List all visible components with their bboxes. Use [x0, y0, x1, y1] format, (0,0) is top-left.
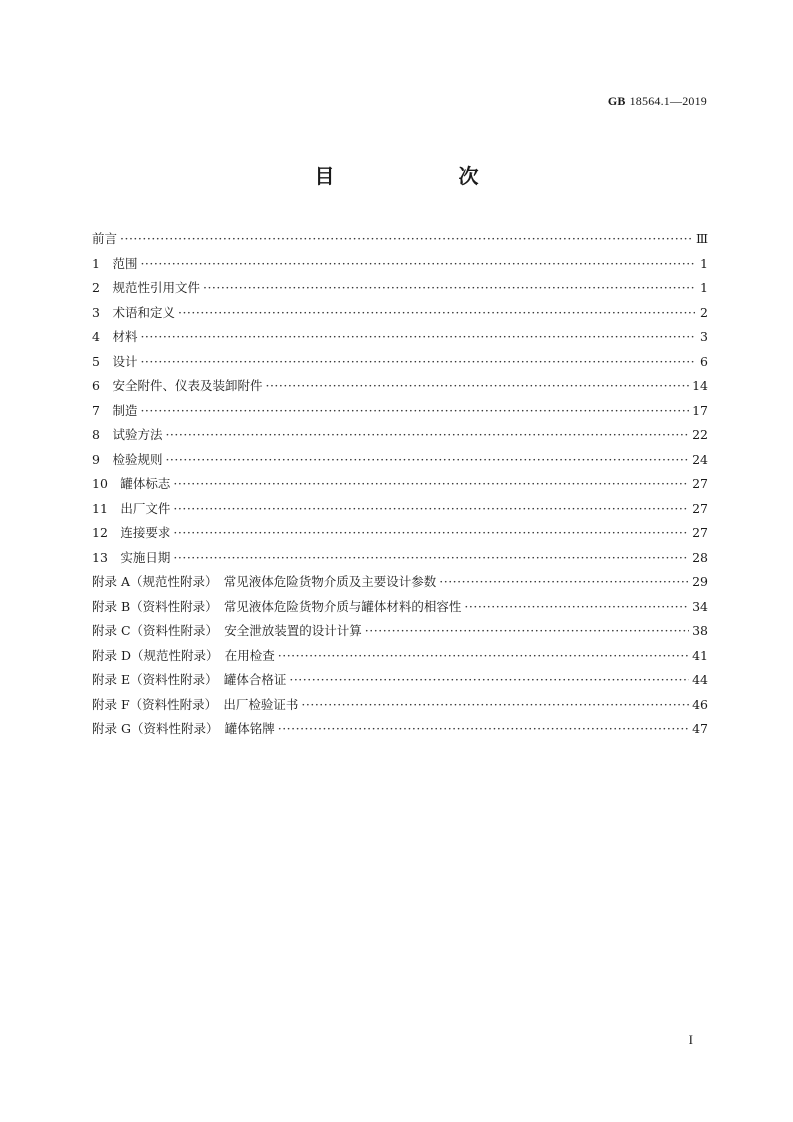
toc-entry-label: 附录 E（资料性附录） 罐体合格证 [92, 672, 287, 687]
toc-entry-label: 5 设计 [92, 353, 138, 369]
toc-dot-leader [203, 280, 695, 295]
toc-dot-leader [173, 525, 689, 540]
toc-entry[interactable] [92, 278, 708, 303]
toc-entry-label: 前言 [92, 231, 118, 246]
toc-entry-label: 9 检验规则 [92, 451, 163, 467]
toc-dot-leader [278, 721, 689, 736]
toc-entry-label: 附录 F（资料性附录） 出厂检验证书 [92, 696, 299, 712]
toc-entry-page: 44 [692, 672, 708, 687]
toc-entry-label: 3 术语和定义 [92, 304, 175, 320]
toc-entry-page: 27 [692, 500, 708, 516]
toc-dot-leader [140, 403, 689, 418]
toc-dot-leader [178, 305, 695, 320]
toc-entry-label: 11 出厂文件 [92, 500, 171, 516]
toc-entry-label: 附录 C（资料性附录） 安全泄放装置的设计计算 [92, 623, 362, 638]
toc-dot-leader [464, 599, 689, 614]
toc-dot-leader [140, 354, 695, 369]
toc-dot-leader [265, 378, 689, 393]
toc-dot-leader [120, 231, 693, 246]
toc-entry[interactable] [92, 719, 708, 744]
page-number: I [688, 1032, 693, 1047]
toc-entry-page: 34 [692, 598, 708, 614]
standard-prefix: GB [607, 94, 626, 108]
toc-dot-leader [173, 501, 689, 516]
toc-entry[interactable] [92, 254, 708, 279]
toc-entry-page: 46 [692, 696, 708, 712]
toc-entry-label: 1 范围 [92, 255, 138, 271]
toc-entry-page: 17 [692, 402, 708, 418]
toc-entry[interactable] [92, 646, 708, 671]
toc-entry[interactable] [92, 572, 708, 597]
toc-entry-page: 1 [700, 280, 708, 295]
toc-entry-page: 3 [700, 329, 708, 344]
toc-entry[interactable] [92, 352, 708, 377]
toc-entry-page: 22 [692, 427, 708, 442]
toc-entry-label: 13 实施日期 [92, 549, 171, 565]
toc-entry[interactable] [92, 597, 708, 622]
toc-dot-leader [301, 697, 689, 712]
toc-entry[interactable] [92, 670, 708, 695]
table-of-contents [92, 229, 708, 744]
toc-entry[interactable] [92, 450, 708, 475]
toc-entry[interactable] [92, 523, 708, 548]
toc-dot-leader [173, 550, 689, 565]
toc-entry-label: 8 试验方法 [92, 427, 163, 442]
toc-entry[interactable] [92, 376, 708, 401]
toc-entry[interactable] [92, 499, 708, 524]
toc-entry-page: 41 [692, 647, 708, 663]
toc-dot-leader [140, 329, 695, 344]
toc-entry[interactable] [92, 303, 708, 328]
toc-dot-leader [439, 574, 689, 589]
toc-dot-leader [289, 672, 689, 687]
toc-entry-label: 2 规范性引用文件 [92, 280, 200, 295]
toc-entry-label: 4 材料 [92, 329, 138, 344]
toc-entry[interactable] [92, 548, 708, 573]
toc-entry-page: 1 [700, 255, 708, 271]
toc-entry-page: 24 [692, 451, 708, 467]
toc-entry[interactable] [92, 327, 708, 352]
toc-entry-page: 28 [692, 549, 708, 565]
toc-entry-label: 附录 G（资料性附录） 罐体铭牌 [92, 721, 275, 736]
toc-title: 目 次 [314, 164, 507, 188]
toc-entry-label: 12 连接要求 [92, 525, 171, 540]
toc-entry-label: 附录 B（资料性附录） 常见液体危险货物介质与罐体材料的相容性 [92, 598, 462, 614]
toc-entry[interactable] [92, 621, 708, 646]
toc-entry-page: Ⅲ [695, 231, 708, 246]
toc-entry[interactable] [92, 229, 708, 254]
toc-entry[interactable] [92, 695, 708, 720]
toc-entry[interactable] [92, 401, 708, 426]
toc-entry-label: 附录 A（规范性附录） 常见液体危险货物介质及主要设计参数 [92, 574, 437, 589]
toc-dot-leader [278, 648, 689, 663]
toc-dot-leader [165, 452, 689, 467]
toc-dot-leader [365, 623, 689, 638]
toc-entry-page: 27 [692, 525, 708, 540]
toc-entry-page: 27 [692, 476, 708, 491]
toc-entry-label: 6 安全附件、仪表及装卸附件 [92, 378, 263, 393]
toc-entry[interactable] [92, 474, 708, 499]
toc-entry-label: 7 制造 [92, 402, 138, 418]
toc-entry-label: 10 罐体标志 [92, 476, 171, 491]
toc-entry-label: 附录 D（规范性附录） 在用检查 [92, 647, 275, 663]
toc-dot-leader [173, 476, 689, 491]
toc-entry-page: 2 [700, 304, 708, 320]
standard-number: 18564.1—2019 [629, 94, 707, 108]
toc-entry-page: 47 [692, 721, 708, 736]
standard-code [608, 94, 707, 109]
toc-entry-page: 14 [692, 378, 708, 393]
toc-dot-leader [165, 427, 689, 442]
toc-dot-leader [140, 256, 695, 271]
toc-entry[interactable] [92, 425, 708, 450]
toc-entry-page: 38 [692, 623, 708, 638]
toc-entry-page: 6 [700, 353, 708, 369]
toc-entry-page: 29 [692, 574, 708, 589]
